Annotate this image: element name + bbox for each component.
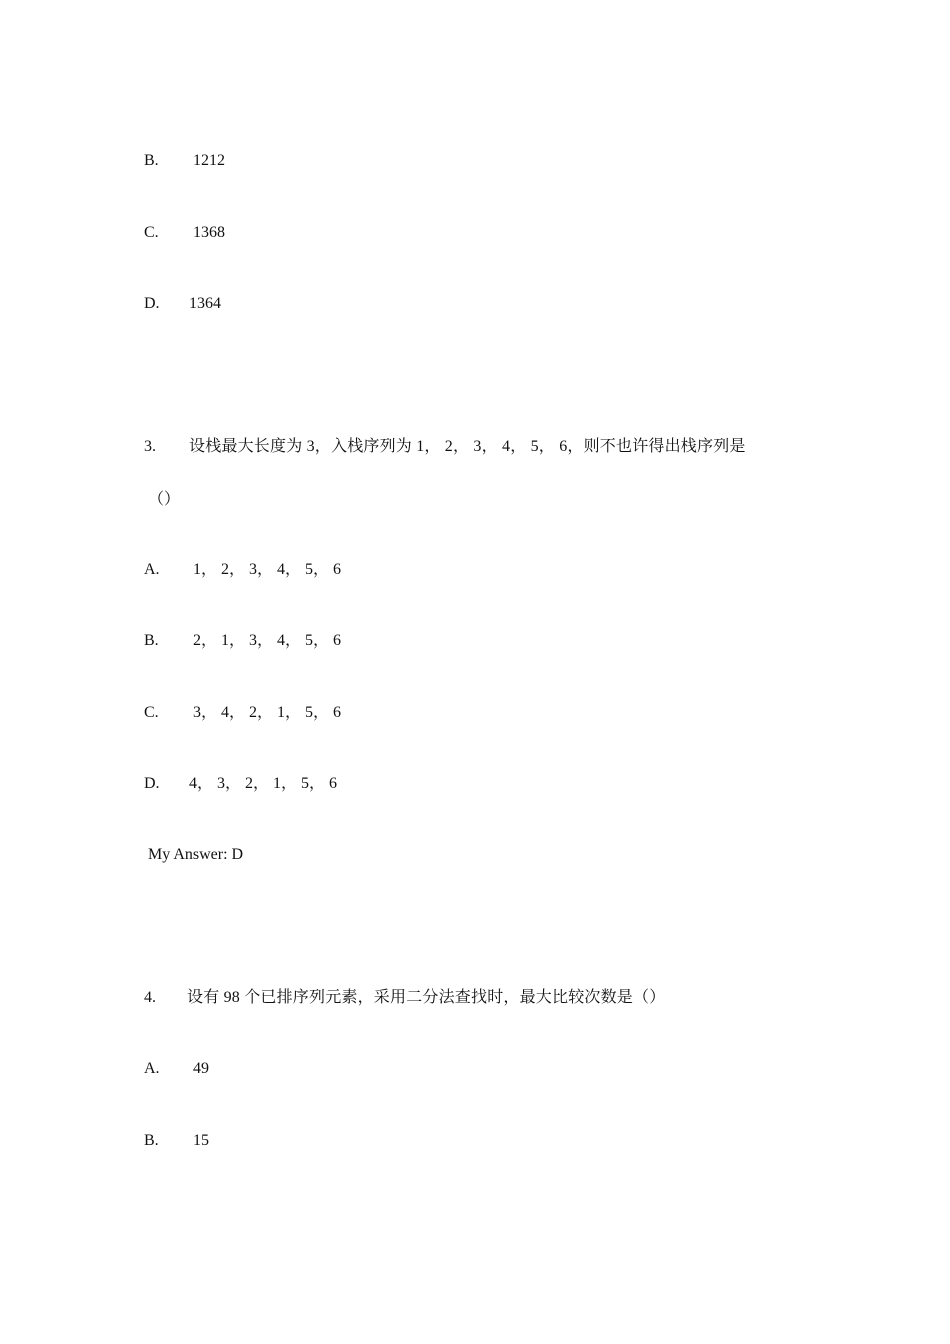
option-mark: C. xyxy=(144,704,159,721)
option-mark: B. xyxy=(144,632,159,649)
option-mark: A. xyxy=(144,561,160,578)
option-text: 3， 4， 2， 1， 5， 6 xyxy=(193,704,342,721)
option-mark: A. xyxy=(144,1060,160,1077)
question-stem: 设有 98 个已排序列元素，采用二分法查找时，最大比较次数是（） xyxy=(187,989,666,1006)
option-text: 1368 xyxy=(193,224,225,241)
option-text: 49 xyxy=(193,1060,209,1077)
option-text: 1， 2， 3， 4， 5， 6 xyxy=(193,561,342,578)
answer-blank: （） xyxy=(148,491,181,508)
question-number: 3. xyxy=(144,438,156,455)
option-mark: D. xyxy=(144,775,160,792)
option-text: 1212 xyxy=(193,152,225,169)
option-text: 15 xyxy=(193,1132,209,1149)
question-number: 4. xyxy=(144,989,156,1006)
option-text: 1364 xyxy=(189,295,221,312)
option-text: 2， 1， 3， 4， 5， 6 xyxy=(193,632,342,649)
my-answer: My Answer: D xyxy=(148,846,244,863)
question-stem: 设栈最大长度为 3，入栈序列为 1， 2， 3， 4， 5， 6，则不也许得出栈序列是 xyxy=(189,438,746,455)
option-text: 4， 3， 2， 1， 5， 6 xyxy=(189,775,338,792)
option-mark: D. xyxy=(144,295,160,312)
option-mark: C. xyxy=(144,224,159,241)
option-mark: B. xyxy=(144,1132,159,1149)
option-mark: B. xyxy=(144,152,159,169)
